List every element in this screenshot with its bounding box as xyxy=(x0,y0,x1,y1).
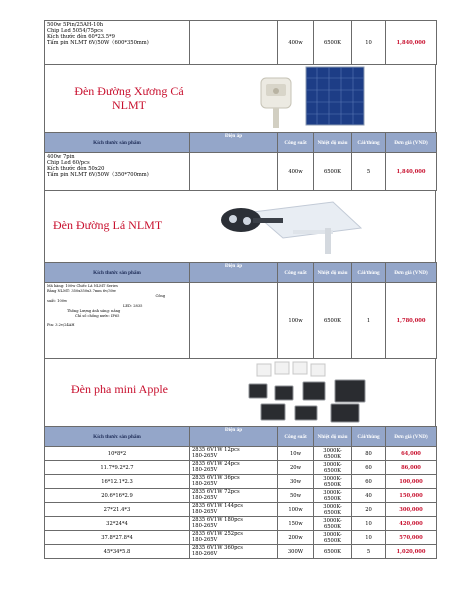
fishbone-lamp-image xyxy=(258,72,296,128)
color-temp-cell: 3000K-6500K xyxy=(314,531,352,545)
power-cell: 50w xyxy=(278,489,314,503)
table-row xyxy=(45,153,437,191)
voltage-line: 180-265V xyxy=(192,536,218,543)
header-per-box: Cái/thùng xyxy=(352,427,386,447)
top-table xyxy=(44,20,437,65)
size-cell: 11.7*9.2*2.7 xyxy=(45,461,190,475)
header-power: Công suất xyxy=(278,263,314,283)
solar-panel-image xyxy=(305,66,365,126)
spec-line: Pin: 3.2v/24AH xyxy=(47,323,75,327)
price-cell: 1,840,000 xyxy=(386,153,437,191)
price-cell: 300,000 xyxy=(386,503,437,517)
voltage-line: 180-265V xyxy=(192,494,218,501)
power-cell: 20w xyxy=(278,461,314,475)
power-cell: 200w xyxy=(278,531,314,545)
leaf-lamp-image xyxy=(213,198,363,258)
size-cell: 20.6*16*2.9 xyxy=(45,489,190,503)
section2-table xyxy=(44,262,437,359)
header-voltage: Điện áp xyxy=(190,263,278,283)
power-cell: 400w xyxy=(278,153,314,191)
price-cell: 1,840,000 xyxy=(386,21,437,65)
section3-title-block xyxy=(44,358,436,426)
spec-cell xyxy=(45,153,190,191)
spec-cell xyxy=(45,21,190,65)
voltage-line: 2835 6V1W 180pcs xyxy=(192,516,243,523)
size-cell: 32*24*4 xyxy=(45,517,190,531)
voltage-cell xyxy=(190,517,278,531)
per-box-cell: 1 xyxy=(352,283,386,359)
per-box-cell: 5 xyxy=(352,545,386,559)
voltage-line: 2835 6V1W 36pcs xyxy=(192,474,240,481)
spec-line: 400w 7pin xyxy=(47,154,75,160)
voltage-cell xyxy=(190,503,278,517)
spec-line: Chỉ số chống nước: IP65 xyxy=(75,314,120,318)
table-row xyxy=(45,475,437,489)
power-cell: 400w xyxy=(278,21,314,65)
color-temp-cell: 6500K xyxy=(314,545,352,559)
header-size: Kích thước sản phẩm xyxy=(45,263,190,283)
header-size: Kích thước sản phẩm xyxy=(45,427,190,447)
color-temp-cell: 3000K-6500K xyxy=(314,461,352,475)
voltage-line: 180-265V xyxy=(192,480,218,487)
spec-line: suất: 100w xyxy=(47,299,68,303)
header-per-box: Cái/thùng xyxy=(352,263,386,283)
voltage-cell xyxy=(190,153,278,191)
voltage-cell xyxy=(190,283,278,359)
per-box-cell: 10 xyxy=(352,517,386,531)
section1-title-block xyxy=(44,64,436,132)
voltage-line: 2835 6V1W 252pcs xyxy=(192,530,243,537)
per-box-cell: 20 xyxy=(352,503,386,517)
header-power: Công suất xyxy=(278,427,314,447)
section2-title: Đèn Đường Lá NLMT xyxy=(53,218,163,232)
power-cell: 150w xyxy=(278,517,314,531)
power-cell: 100w xyxy=(278,283,314,359)
spec-line: Tấm pin NLMT 6V/50W（350*700mm) xyxy=(47,172,149,178)
voltage-cell xyxy=(190,531,278,545)
price-cell: 64,000 xyxy=(386,447,437,461)
header-size: Kích thước sản phẩm xyxy=(45,133,190,153)
price-cell: 100,000 xyxy=(386,475,437,489)
table-row xyxy=(45,545,437,559)
header-color-temp: Nhiệt độ màu xyxy=(314,427,352,447)
section3-table xyxy=(44,426,437,559)
color-temp-cell: 6500K xyxy=(314,153,352,191)
spec-line: Chip Led 5054/75pcs xyxy=(47,28,103,34)
spec-line: Bảng NLMT: 350x350x3.7mm 6v/30w xyxy=(47,289,116,293)
table-row xyxy=(45,503,437,517)
price-cell: 1,020,000 xyxy=(386,545,437,559)
per-box-cell: 40 xyxy=(352,489,386,503)
per-box-cell: 80 xyxy=(352,447,386,461)
header-price: Đơn giá (VND) xyxy=(386,263,437,283)
color-temp-cell: 3000K-6500K xyxy=(314,517,352,531)
section1-title xyxy=(59,84,199,112)
voltage-cell xyxy=(190,475,278,489)
voltage-line: 180-265V xyxy=(192,466,218,473)
spec-line: Chip Led 60/pcs xyxy=(47,160,90,166)
voltage-line: 2835 6V1W 360pcs xyxy=(192,544,243,551)
section3-title: Đèn pha mini Apple xyxy=(71,382,168,396)
size-cell: 45*34*5.8 xyxy=(45,545,190,559)
per-box-cell: 60 xyxy=(352,461,386,475)
power-cell: 100w xyxy=(278,503,314,517)
price-cell: 420,000 xyxy=(386,517,437,531)
table-header-row xyxy=(45,263,437,283)
header-per-box: Cái/thùng xyxy=(352,133,386,153)
color-temp-cell: 3000K-6500K xyxy=(314,489,352,503)
voltage-line: 180-265V xyxy=(192,508,218,515)
voltage-line: 180-266V xyxy=(192,550,218,557)
spec-line: 500w 5Pin/25AH-10h xyxy=(47,22,104,28)
voltage-line: 180-265V xyxy=(192,452,218,459)
table-header-row xyxy=(45,427,437,447)
section1-title-line: NLMT xyxy=(112,98,146,112)
header-color-temp: Nhiệt độ màu xyxy=(314,263,352,283)
header-power: Công suất xyxy=(278,133,314,153)
section2-title-block xyxy=(44,190,436,262)
spec-line: Thông Lượng ánh sáng: nắng xyxy=(67,309,121,313)
spec-cell xyxy=(45,283,190,359)
table-row xyxy=(45,21,437,65)
color-temp-cell: 3000K-6500K xyxy=(314,475,352,489)
spec-line: Tấm pin NLMT 6V/50W（600*350mm) xyxy=(47,40,149,46)
price-cell: 86,000 xyxy=(386,461,437,475)
header-voltage: Điện áp xyxy=(190,427,278,447)
per-box-cell: 10 xyxy=(352,531,386,545)
per-box-cell: 10 xyxy=(352,21,386,65)
size-cell: 27*21.4*3 xyxy=(45,503,190,517)
spec-line: Kích thước đèn 60*23.5*9 xyxy=(47,34,115,40)
spec-line: Mã hàng: 100w Chiếc Lá NLMT Series xyxy=(47,284,118,288)
power-cell: 300W xyxy=(278,545,314,559)
flood-lights-image xyxy=(235,360,395,424)
color-temp-cell: 3000K-6500K xyxy=(314,447,352,461)
header-color-temp: Nhiệt độ màu xyxy=(314,133,352,153)
per-box-cell: 5 xyxy=(352,153,386,191)
voltage-cell xyxy=(190,489,278,503)
spec-line: LED: 2835 xyxy=(123,304,143,308)
spec-line: Kích thước đèn 50x20 xyxy=(47,166,105,172)
power-cell: 30w xyxy=(278,475,314,489)
price-cell: 1,780,000 xyxy=(386,283,437,359)
color-temp-cell: 3000K-6500K xyxy=(314,503,352,517)
table-row xyxy=(45,517,437,531)
voltage-cell xyxy=(190,461,278,475)
price-cell: 570,000 xyxy=(386,531,437,545)
voltage-cell xyxy=(190,447,278,461)
spec-line: Công xyxy=(155,294,165,298)
section1-title-line: Đèn Đường Xương Cá xyxy=(74,84,184,98)
per-box-cell: 60 xyxy=(352,475,386,489)
power-cell: 10w xyxy=(278,447,314,461)
table-row xyxy=(45,447,437,461)
color-temp-cell: 6500K xyxy=(314,283,352,359)
header-price: Đơn giá (VND) xyxy=(386,133,437,153)
size-cell: 16*12.1*2.3 xyxy=(45,475,190,489)
table-row xyxy=(45,531,437,545)
apple-rows xyxy=(45,447,437,559)
voltage-line: 180-265V xyxy=(192,522,218,529)
voltage-cell xyxy=(190,545,278,559)
table-row xyxy=(45,461,437,475)
voltage-cell xyxy=(190,21,278,65)
price-cell: 150,000 xyxy=(386,489,437,503)
size-cell: 10*8*2 xyxy=(45,447,190,461)
table-row xyxy=(45,283,437,359)
size-cell: 37.8*27.8*4 xyxy=(45,531,190,545)
voltage-line: 2835 6V1W 72pcs xyxy=(192,488,240,495)
header-voltage: Điện áp xyxy=(190,133,278,153)
section1-table xyxy=(44,132,437,191)
voltage-line: 2835 6V1W 12pcs xyxy=(192,446,240,453)
table-row xyxy=(45,489,437,503)
voltage-line: 2835 6V1W 144pcs xyxy=(192,502,243,509)
color-temp-cell: 6500K xyxy=(314,21,352,65)
voltage-line: 2835 6V1W 24pcs xyxy=(192,460,240,467)
table-header-row xyxy=(45,133,437,153)
header-price: Đơn giá (VND) xyxy=(386,427,437,447)
